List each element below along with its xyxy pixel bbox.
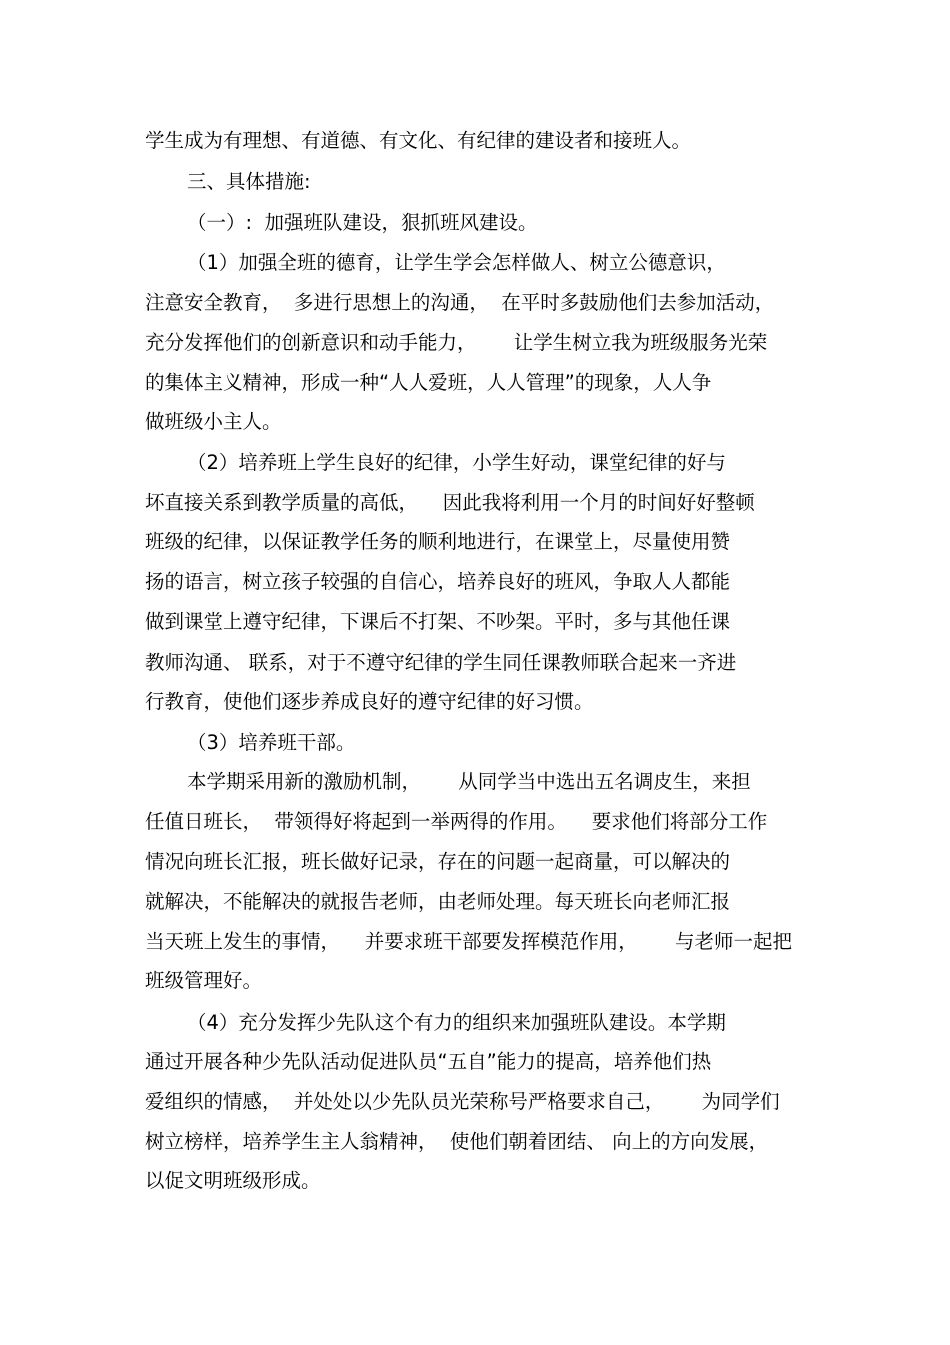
text-line: 充分发挥他们的创新意识和动手能力， 让学生树立我为班级服务光荣 (145, 331, 768, 354)
text-line: 做到课堂上遵守纪律，下课后不打架、不吵架。平时，多与其他任课 (145, 610, 731, 633)
text-line: 就解决，不能解决的就报告老师，由老师处理。每天班长向老师汇报 (145, 890, 731, 913)
text-line: （4）充分发挥少先队这个有力的组织来加强班队建设。本学期 (187, 1011, 726, 1034)
text-line: （2）培养班上学生良好的纪律，小学生好动，课堂纪律的好与 (187, 451, 726, 474)
subsection-heading: （3）培养班干部。 (187, 731, 356, 754)
text-line: 通过开展各种少先队活动促进队员“五自”能力的提高，培养他们热 (145, 1050, 712, 1073)
text-line: 的集体主义精神，形成一种“人人爱班，人人管理”的现象，人人争 (145, 371, 712, 394)
text-line: 坏直接关系到教学质量的高低， 因此我将利用一个月的时间好好整顿 (145, 491, 755, 514)
text-line: 任值日班长， 带领得好将起到一举两得的作用。 要求他们将部分工作 (145, 810, 768, 833)
text-line: （1）加强全班的德育，让学生学会怎样做人、树立公德意识， (187, 251, 726, 274)
section-heading: 三、具体措施: (187, 170, 311, 193)
text-line: 做班级小主人。 (145, 410, 282, 433)
text-line: 学生成为有理想、有道德、有文化、有纪律的建设者和接班人。 (145, 129, 692, 152)
text-line: 本学期采用新的激励机制， 从同学当中选出五名调皮生，来担 (187, 770, 751, 793)
text-line: 扬的语言，树立孩子较强的自信心，培养良好的班风，争取人人都能 (145, 570, 731, 593)
text-line: 爱组织的情感， 并处处以少先队员光荣称号严格要求自己， 为同学们 (145, 1090, 780, 1113)
text-line: 注意安全教育， 多进行思想上的沟通， 在平时多鼓励他们去参加活动， (145, 291, 775, 314)
text-line: 以促文明班级形成。 (145, 1169, 321, 1192)
text-line: 情况向班长汇报，班长做好记录，存在的问题一起商量，可以解决的 (145, 850, 731, 873)
text-line: 班级管理好。 (145, 969, 263, 992)
text-line: 行教育，使他们逐步养成良好的遵守纪律的好习惯。 (145, 690, 594, 713)
text-line: 树立榜样，培养学生主人翁精神， 使他们朝着团结、 向上的方向发展， (145, 1130, 769, 1153)
text-line: 班级的纪律，以保证教学任务的顺利地进行，在课堂上，尽量使用赞 (145, 530, 731, 553)
subsection-heading: （一）: 加强班队建设，狠抓班风建设。 (187, 211, 538, 234)
text-line: 当天班上发生的事情， 并要求班干部要发挥模范作用， 与老师一起把 (145, 930, 792, 953)
text-line: 教师沟通、 联系，对于不遵守纪律的学生同任课教师联合起来一齐进 (145, 651, 737, 674)
